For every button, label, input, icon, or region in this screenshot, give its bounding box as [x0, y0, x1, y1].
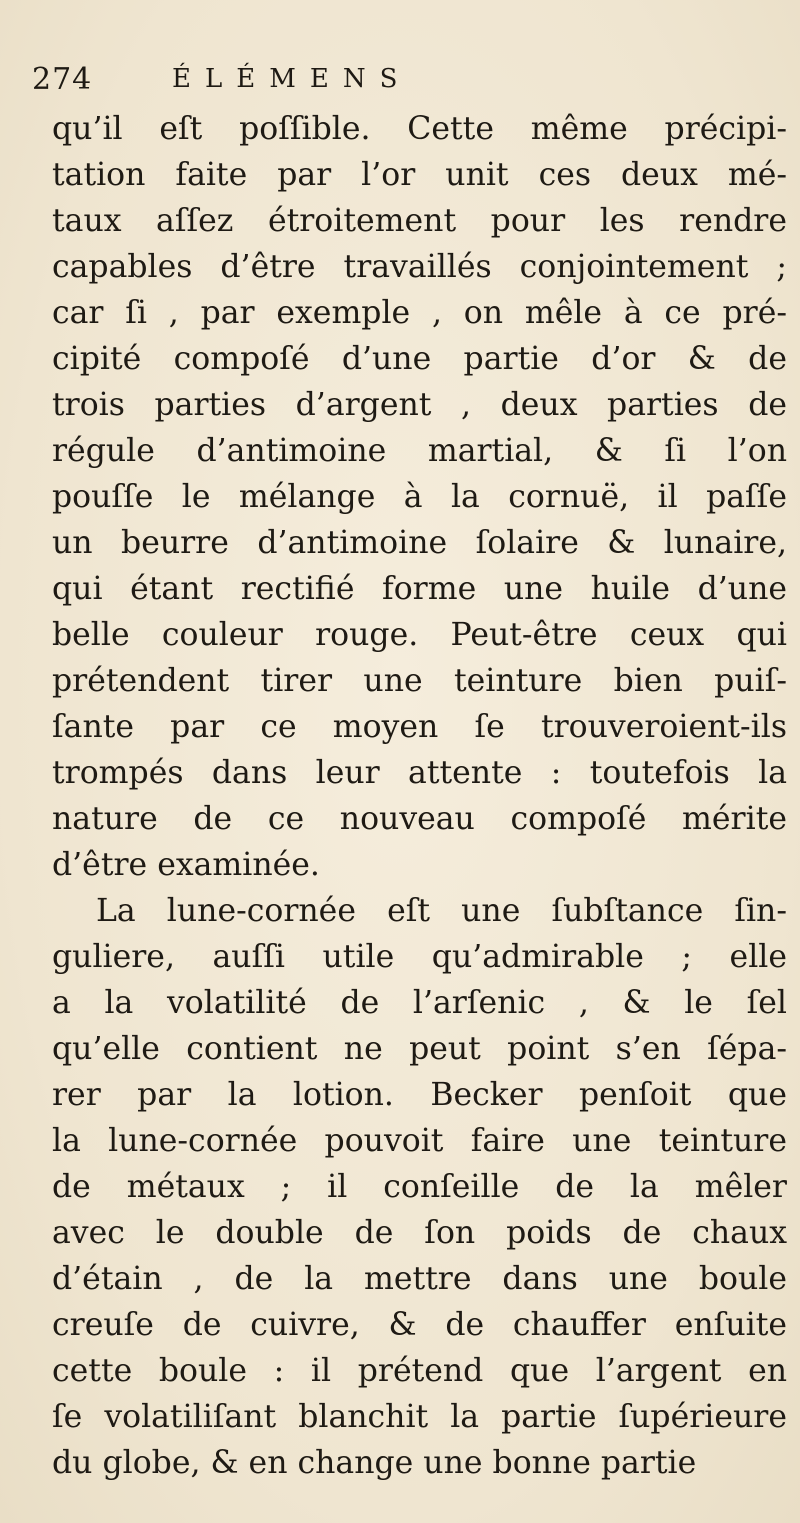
text-line: la lune-cornée pouvoit faire une teinture: [52, 1123, 787, 1159]
text-line: de métaux ; il conſeille de la mêler: [52, 1169, 787, 1205]
text-line: rer par la lotion. Becker penſoit que: [52, 1077, 787, 1113]
text-line: car ſi , par exemple , on mêle à ce pré-: [52, 295, 787, 331]
text-line: cette boule : il prétend que l’argent en: [52, 1353, 787, 1389]
text-line: un beurre d’antimoine ſolaire & lunaire,: [52, 525, 787, 561]
text-line: La lune-cornée eſt une ſubſtance ſin-: [96, 893, 787, 929]
text-line: du globe, & en change une bonne partie: [52, 1445, 697, 1481]
text-line: creuſe de cuivre, & de chauffer enſuite: [52, 1307, 787, 1343]
text-line: qu’elle contient ne peut point s’en ſépa-: [52, 1031, 787, 1067]
body-text: [52, 106, 787, 1486]
text-line: cipité compoſé d’une partie d’or & de: [52, 341, 787, 377]
text-line: ſante par ce moyen ſe trouveroient-ils: [52, 709, 787, 745]
page-header: [32, 62, 732, 102]
text-line: trompés dans leur attente : toutefois la: [52, 755, 787, 791]
text-line: tation faite par l’or unit ces deux mé-: [52, 157, 787, 193]
text-line: taux aſſez étroitement pour les rendre: [52, 203, 787, 239]
text-line: trois parties d’argent , deux parties de: [52, 387, 787, 423]
text-line: ſe volatiliſant blanchit la partie ſupérieure: [52, 1399, 787, 1435]
text-line: prétendent tirer une teinture bien puiſ-: [52, 663, 787, 699]
text-line: avec le double de ſon poids de chaux: [52, 1215, 787, 1251]
text-line: d’étain , de la mettre dans une boule: [52, 1261, 787, 1297]
text-line: régule d’antimoine martial, & ſi l’on: [52, 433, 787, 469]
text-line: nature de ce nouveau compoſé mérite: [52, 801, 787, 837]
page-number: 274: [32, 62, 93, 97]
running-head: ÉLÉMENS: [172, 64, 412, 94]
text-line: guliere, auſſi utile qu’admirable ; elle: [52, 939, 787, 975]
text-line: belle couleur rouge. Peut-être ceux qui: [52, 617, 787, 653]
text-line: a la volatilité de l’arſenic , & le ſel: [52, 985, 787, 1021]
text-line: d’être examinée.: [52, 847, 320, 883]
text-line: qu’il eſt poſſible. Cette même précipi-: [52, 111, 787, 147]
text-line: capables d’être travaillés conjointement ;: [52, 249, 787, 285]
text-line: qui étant rectifié forme une huile d’une: [52, 571, 787, 607]
text-line: pouſſe le mélange à la cornuë, il paſſe: [52, 479, 787, 515]
